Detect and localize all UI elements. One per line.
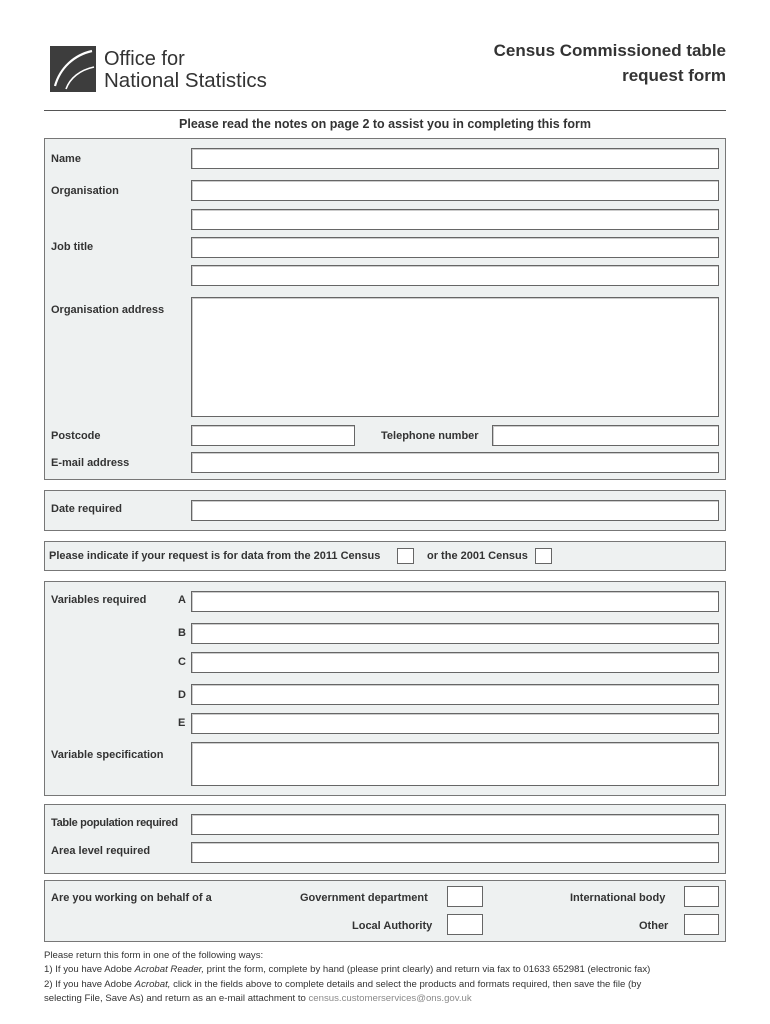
job-title-field[interactable]: [191, 237, 719, 258]
telephone-label: Telephone number: [381, 430, 479, 442]
variable-c-field[interactable]: [191, 652, 719, 673]
logo-text: [104, 48, 267, 92]
instructions-line-1: Please return this form in one of the following ways:: [44, 950, 264, 961]
organisation-label: Organisation: [51, 185, 119, 197]
variable-specification-field[interactable]: [191, 742, 719, 786]
census-2011-checkbox[interactable]: [397, 548, 414, 564]
document-title: [406, 38, 726, 88]
job-title-field-line-2[interactable]: [191, 265, 719, 286]
organisation-field-line-2[interactable]: [191, 209, 719, 230]
census-year-panel: [44, 541, 726, 571]
ons-logo-icon: [50, 46, 96, 92]
contact-details-panel: [44, 138, 726, 480]
name-field[interactable]: [191, 148, 719, 169]
table-population-panel: [44, 804, 726, 874]
postcode-label: Postcode: [51, 430, 101, 442]
government-department-label: Government department: [300, 892, 428, 904]
variable-letter: A: [178, 594, 186, 606]
instructions-line-2: 1) If you have Adobe Acrobat Reader, print the form, complete by hand (please print clearly) and return via fax to 01633 652981 (electronic fax): [44, 964, 651, 976]
local-authority-checkbox[interactable]: [447, 914, 483, 935]
logo-line-2: National Statistics: [104, 69, 267, 92]
email-label: E-mail address: [51, 457, 130, 469]
other-checkbox[interactable]: [684, 914, 719, 935]
organisation-field[interactable]: [191, 180, 719, 201]
intro-instructions: Please read the notes on page 2 to assist you in completing this form: [179, 117, 591, 131]
header-divider: [44, 110, 726, 111]
census-2001-checkbox[interactable]: [535, 548, 552, 564]
variable-specification-label: Variable specification: [51, 749, 164, 761]
table-population-field[interactable]: [191, 814, 719, 835]
postcode-field[interactable]: [191, 425, 355, 446]
variable-letter: E: [178, 717, 186, 729]
local-authority-label: Local Authority: [352, 920, 433, 932]
international-body-checkbox[interactable]: [684, 886, 719, 907]
variable-letter: B: [178, 627, 186, 639]
census-question: Please indicate if your request is for data from the 2011 Census: [49, 550, 381, 562]
title-line-1: Census Commissioned table: [493, 41, 726, 60]
date-required-field[interactable]: [191, 500, 719, 521]
address-label: Organisation address: [51, 304, 165, 316]
area-level-label: Area level required: [51, 845, 151, 857]
variable-a-field[interactable]: [191, 591, 719, 612]
instructions-line-3: 2) If you have Adobe Acrobat, click in the fields above to complete details and select the products and formats required, then save the file (by: [44, 978, 642, 990]
variables-panel: [44, 581, 726, 796]
return-instructions: [44, 949, 734, 1006]
variable-d-field[interactable]: [191, 684, 719, 705]
international-body-label: International body: [570, 892, 666, 904]
ons-logo: [50, 46, 290, 96]
area-level-field[interactable]: [191, 842, 719, 863]
date-required-panel: [44, 490, 726, 531]
telephone-field[interactable]: [492, 425, 719, 446]
census-2001-label: or the 2001 Census: [427, 550, 528, 562]
organisation-type-panel: [44, 880, 726, 942]
email-field[interactable]: [191, 452, 719, 473]
variable-letter: C: [178, 656, 186, 668]
logo-line-1: Office for: [104, 48, 185, 70]
variable-letter: D: [178, 689, 186, 701]
date-required-label: Date required: [51, 503, 122, 515]
title-line-2: request form: [622, 66, 726, 85]
job-title-label: Job title: [51, 241, 94, 253]
variables-required-label: Variables required: [51, 594, 147, 606]
instructions-line-4: selecting File, Save As) and return as an e-mail attachment to census.customerservices@ons.gov.uk: [44, 992, 472, 1004]
variable-b-field[interactable]: [191, 623, 719, 644]
variable-e-field[interactable]: [191, 713, 719, 734]
address-field[interactable]: [191, 297, 719, 417]
name-label: Name: [51, 153, 81, 165]
other-label: Other: [639, 920, 669, 932]
return-email-link[interactable]: census.customerservices@ons.gov.uk: [308, 992, 472, 1004]
behalf-question: Are you working on behalf of a: [51, 892, 212, 904]
table-population-label: Table population required: [51, 817, 178, 829]
government-department-checkbox[interactable]: [447, 886, 483, 907]
